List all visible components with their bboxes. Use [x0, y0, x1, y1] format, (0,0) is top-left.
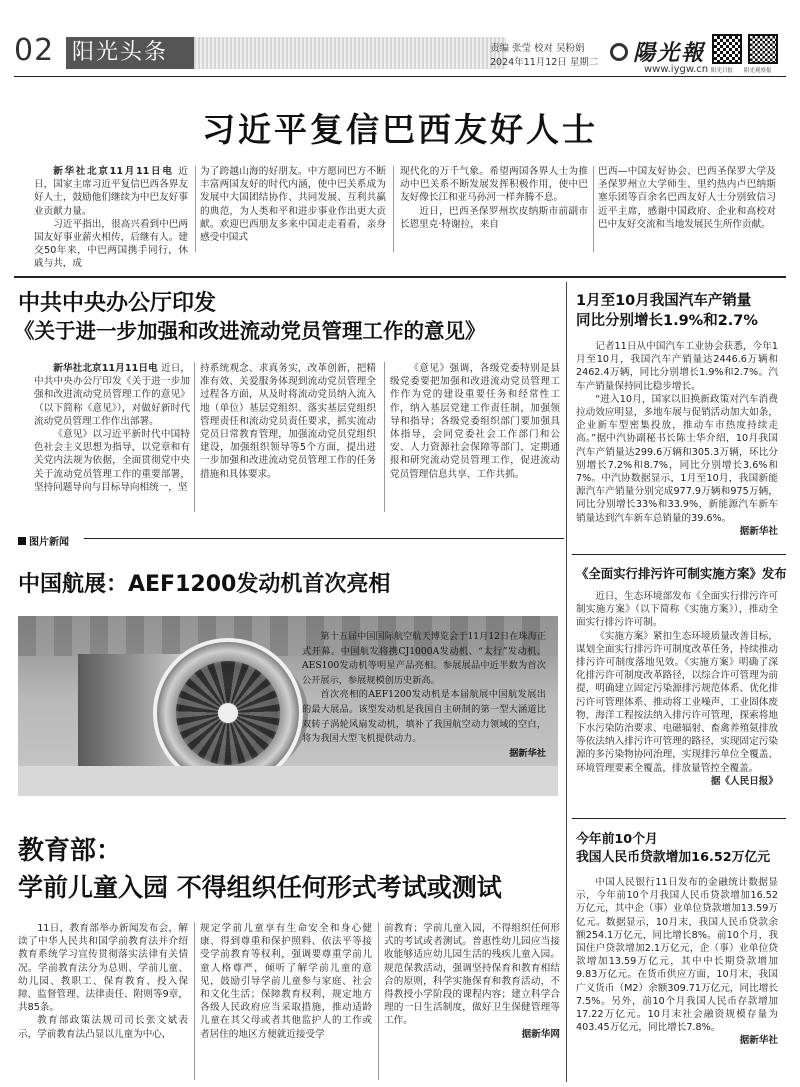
qr-code-2-label: 阳光观察报 [744, 68, 772, 74]
party-col-1-text-b: 《意见》以习近平新时代中国特色社会主义思想为指导，以党章和有关党内法规为依据，全面贯彻党中央关于流动党员管理工作的重要部署，坚持问题导向与目标导向相统一，坚 [34, 429, 190, 493]
edu-col-1-text-b: 教育部政策法规司司长张文斌表示，学前教育法凸显以儿童为中心， [18, 1015, 188, 1040]
lead-headline: 习近平复信巴西友好人士 [202, 110, 598, 149]
photo-source: 据新华社 [509, 747, 546, 759]
loan-body [576, 876, 778, 1082]
qr-code-1 [712, 34, 742, 64]
party-col-3-text: 《意见》强调，各级党委特别是县级党委要把加强和改进流动党员管理工作作为党的建设重要任务和经常性工作，纳入基层党建工作责任制，加强领导和指导；各级党委组织部门要加强具体指导，会同党委社会工作部门和公安、人力资源社会保障等部门，定期通报和研究流动党员管理工作，促进流动党员管理信息共享、工作共抓。 [390, 363, 560, 480]
lead-col-1-text-b: 习近平指出，很高兴看到中巴两国友好事业薪火相传，后继有人。建交50年来，中巴两国携手同行，休戚与共，成 [34, 218, 188, 270]
edu-headline-1: 教育部： [18, 836, 123, 866]
party-col-2-text: 持系统观念、求真务实，改革创新，把精准有效、关爱服务体现到流动党员管理全过程各方面，从及时将流动党员纳入流入地（单位）基层党组织、落实基层党组织管理责任和流动党员责任要求，抓实流动党员日常教育管理，加强流动党员党组织建设，加强组织领导等5个方面，提出进一步加强和改进流动党员管理工作的任务措施和具体要求。 [200, 363, 376, 480]
divider [194, 362, 195, 512]
engine-spinner [218, 703, 238, 723]
party-col-2 [200, 362, 376, 514]
lead-col-2-text: 为了跨越山海的好朋友。中方愿同巴方不断丰富两国友好的时代内涵，使中巴关系成为发展中大国团结协作、共同发展、互利共赢的典范，为人类和平和进步事业作出更大贡献。欢迎巴西朋友多来中国走走看看，亲身感受中国式 [200, 166, 386, 244]
square-icon [18, 537, 26, 545]
loan-source: 据新华社 [739, 1035, 778, 1047]
permit-paragraph-1: 近日，生态环境部发布《全面实行排污许可制实施方案》（以下简称《实施方案》），推动全面实行排污许可制。 [576, 591, 778, 629]
lead-col-3 [400, 165, 588, 257]
photo-caption [302, 630, 546, 790]
permit-source: 据《人民日报》 [710, 775, 778, 787]
party-dateline: 新华社北京11月11日电 [53, 363, 158, 374]
photo-caption-2: 首次亮相的AEF1200发动机是本届航展中国航发展出的最大展品。该型发动机是我国自主研制的第一型大涵道比双转子涡轮风扇发动机，填补了我国航空动力领域的空白，将为我国大型飞机提供动力。 [302, 689, 546, 745]
edu-col-1 [18, 922, 188, 1082]
sun-icon [610, 43, 628, 61]
edu-col-1-text: 11日，教育部举办新闻发布会，解读了中华人民共和国学前教育法并介绍教育系统学习宣传贯彻落实法律有关情况。学前教育法分为总则、学前儿童、幼儿园、教职工、保育教育、投入保障、监督管理、法律责任、附则等9章，共85条。 [18, 923, 188, 1014]
auto-headline-2: 同比分别增长1.9%和2.7% [576, 313, 758, 329]
auto-body [576, 340, 778, 548]
photo-news-headline: 中国航展：AEF1200发动机首次亮相 [18, 572, 391, 597]
edu-col-3-text: 前教育；学前儿童入园，不得组织任何形式的考试或者测试。普惠性幼儿园应当接收能够适应幼儿园生活的残疾儿童入园。规范保教活动，强调坚持保育和教育相结合的原则，科学实施保育和教育活动，不得教授小学阶段的课程内容；建立科学合理的一日生活制度，做好卫生保健管理等工作。 [384, 923, 560, 1027]
lead-col-1 [34, 165, 188, 270]
lead-col-4 [598, 165, 776, 257]
right-column-divider [566, 282, 567, 1082]
party-col-1 [34, 362, 190, 514]
permit-paragraph-2: 《实施方案》紧扣生态环境质量改善目标，谋划全面实行排污许可制度改革任务，持续推动排污许可制度落地见效。《实施方案》明确了深化排污许可制度改革路径，以综合许可管理为前提，明确建立固定污染源排污规范体系、优化排污许可管理体系、推动将工业噪声、工业固体废物、海洋工程按法纳入排污许可管理，探索将地下水污染防治要求、电磁辐射、畜禽养殖氨排放等依法纳入排污许可管理的路径，实现固定污染源的多污染物协同治理，实现排污单位全覆盖、环境管理要素全覆盖，排放量管控全覆盖。 [576, 630, 778, 774]
engine-photo [18, 616, 558, 796]
page-header [0, 0, 800, 80]
lead-col-4-text: 巴西—中国友好协会、巴西圣保罗大学及圣保罗州立大学师生、里约热内卢巴纳斯塞乐团等百余名巴西友好人士分别致信习近平主席，感谢中国政府、企业和高校对巴中友好交流和当地发展民生所作贡献。 [598, 166, 776, 230]
header-band [194, 37, 506, 69]
edu-col-2 [200, 922, 372, 1082]
editors: 责编 张莹 校对 吴粉娟 [490, 43, 585, 54]
divider [378, 922, 379, 1080]
lead-col-3-text-b: 近日，巴西圣保罗州坎皮纳斯市前副市长恩里克·特谢拉，来自 [400, 205, 588, 230]
rule [572, 554, 786, 555]
photo-caption-1: 第十五届中国国际航空航天博览会于11月12日在珠海正式开幕。中国航发将携CJ1000A发动机、“太行”发动机、AES100发动机等明星产品亮相。参展展品中近半数为首次公开展示，参展规模创历史新高。 [302, 631, 546, 686]
issue-date: 2024年11月12日 星期二 [490, 57, 599, 68]
lead-dateline: 新华社北京11月11日电 [53, 166, 174, 177]
lead-col-3-text: 现代化的万千气象。希望两国各界人士为推动中巴关系不断发展发挥积极作用，使中巴友好像长江和亚马孙河一样奔腾不息。 [400, 166, 588, 204]
divider [195, 166, 196, 252]
edu-headline-2: 学前儿童入园 不得组织任何形式考试或测试 [18, 873, 502, 902]
rule [572, 818, 786, 819]
header-rule [14, 76, 786, 77]
qr-code-2 [748, 34, 778, 64]
auto-paragraph-2: “进入10月，国家以旧换新政策对汽车消费拉动效应明显，多地车展与促销活动加大如条，企业新车型密集投放，推动车市热度持续走高。”据中汽协副秘书长陈士华介绍，10月我国汽车产销量达299.6万辆和305.3万辆，环比分别增长7.2%和8.7%，同比分别增长3.6%和7%。中汽协数据显示，1月至10月，我国新能源汽车产销量分别完成977.9万辆和975万辆，同比分别增长33%和33.9%，新能源汽车新车销量达到汽车新车总销量的39.6%。 [576, 393, 778, 524]
party-col-3 [390, 362, 560, 514]
section-title: 阳光头条 [66, 37, 194, 69]
photo-news-label-text: 图片新闻 [29, 537, 69, 548]
divider [194, 922, 195, 1080]
edu-col-2-text: 规定学前儿童享有生命安全和身心健康、得到尊重和保护照料、依法平等接受学前教育等权利，强调要尊重学前儿童人格尊严，倾听了解学前儿童的意见，鼓励引导学前儿童参与家庭、社会和文化生活；保障教育权利，规定地方各级人民政府应当采取措施，推动适龄儿童在其父母或者其他监护人的工作或者居住的地区方便就近接受学 [200, 923, 372, 1040]
auto-paragraph-1: 记者11日从中国汽车工业协会获悉，今年1月至10月，我国汽车产销量达2446.6万辆和2462.4万辆，同比分别增长1.9%和2.7%。汽车产销量保持同比稳步增长。 [576, 341, 778, 392]
permit-headline: 《全面实行排污许可制实施方案》发布 [576, 566, 787, 581]
loan-headline-2: 我国人民币贷款增加16.52万亿元 [576, 850, 771, 865]
brand-logo [610, 36, 705, 67]
divider [393, 166, 394, 252]
auto-source: 据新华社 [739, 525, 778, 537]
party-col-1-text: 近日，中共中央办公厅印发《关于进一步加强和改进流动党员管理工作的意见》（以下简称《意见》），对做好新时代流动党员管理工作作出部署。 [34, 363, 190, 427]
lead-col-2 [200, 165, 386, 257]
page-number: 02 [14, 33, 55, 68]
divider [593, 166, 594, 252]
site-url[interactable]: www.iygw.cn [644, 64, 709, 75]
edu-col-3 [384, 922, 560, 1084]
party-headline-1: 中共中央办公厅印发 [18, 291, 217, 316]
permit-body [576, 590, 778, 814]
loan-headline-1: 今年前10个月 [576, 832, 658, 847]
loan-paragraph-1: 中国人民银行11日发布的金融统计数据显示，今年前10个月我国人民币贷款增加16.52万亿元，其中企（事）业单位贷款增加13.59万亿元。数据显示，10月末，我国人民币贷款余额254.1万亿元，同比增长8%。前10个月，我国住户贷款增加2.1万亿元，企（事）业单位贷款增加13.59万亿元，其中中长期贷款增加9.83万亿元。在货币供应方面，10月末，我国广义货币（M2）余额309.71万亿元，同比增长7.5%。另外，前10个月我国人民币存款增加17.22万亿元。10月末社会融资规模存量为403.45万亿元，同比增长7.8%。 [576, 877, 778, 1034]
brand-name: 陽光報 [633, 40, 706, 66]
divider [384, 362, 385, 512]
party-headline-2: 《关于进一步加强和改进流动党员管理工作的意见》 [14, 319, 486, 343]
qr-code-1-label: 阳光日报 [711, 68, 734, 74]
edu-source: 据新华网 [521, 1028, 560, 1040]
lead-bottom-rule [14, 276, 786, 278]
photo-news-rule [84, 538, 564, 539]
lead-col-1-text: 近日，国家主席习近平复信巴西各界友好人士，鼓励他们继续为中巴友好事业贡献力量。 [34, 166, 188, 217]
photo-news-label [18, 533, 69, 548]
auto-headline-1: 1月至10月我国汽车产销量 [576, 293, 752, 309]
